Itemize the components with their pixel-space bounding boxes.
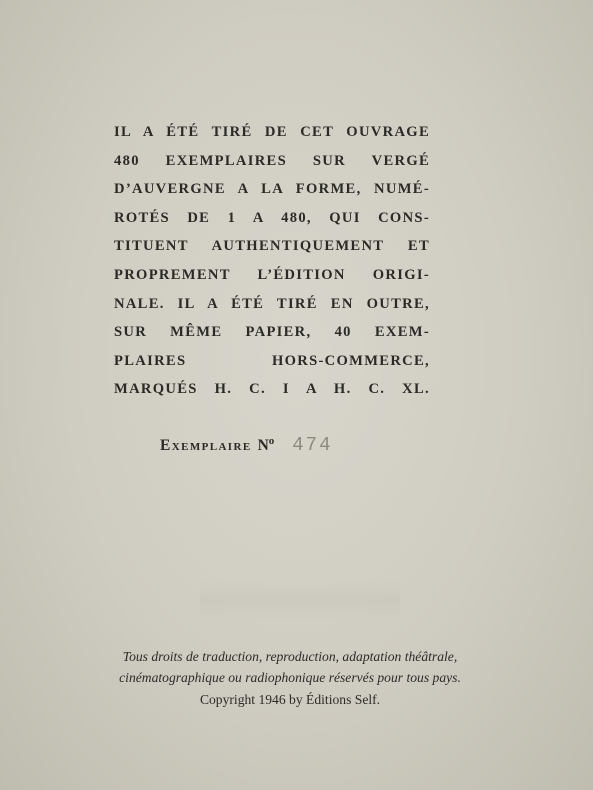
exemplaire-label: Exemplaire bbox=[160, 437, 252, 454]
justification-du-tirage bbox=[114, 118, 430, 404]
rights-line-1: Tous droits de traduction, reproduction, adaptation théâtrale, bbox=[122, 649, 458, 664]
rights-line-2: cinématographique ou radiophonique réservés pour tous pays. bbox=[119, 670, 461, 685]
justification-line-8: SUR MÊME PAPIER, 40 EXEM- bbox=[114, 324, 430, 341]
numero-suffix: o bbox=[268, 434, 275, 447]
exemplaire-number-line bbox=[160, 434, 420, 464]
numero-prefix: N bbox=[257, 437, 269, 454]
justification-line-1: IL A ÉTÉ TIRÉ DE CET OUVRAGE bbox=[114, 124, 430, 140]
show-through-shadow bbox=[200, 580, 400, 620]
rights-notice bbox=[40, 646, 540, 712]
numero-abbreviation bbox=[257, 434, 275, 454]
justification-line-9: PLAIRES HORS-COMMERCE, bbox=[114, 352, 430, 369]
justification-line-2: 480 EXEMPLAIRES SUR VERGÉ bbox=[114, 152, 430, 169]
justification-line-5: TITUENT AUTHENTIQUEMENT ET bbox=[114, 238, 430, 255]
stamped-copy-number: 474 bbox=[292, 434, 333, 456]
justification-line-3: D’AUVERGNE A LA FORME, NUMÉ- bbox=[114, 181, 430, 198]
justification-line-7: NALE. IL A ÉTÉ TIRÉ EN OUTRE, bbox=[114, 295, 430, 312]
justification-line-4: ROTÉS DE 1 A 480, QUI CONS- bbox=[114, 209, 430, 226]
justification-line-6: PROPREMENT L’ÉDITION ORIGI- bbox=[114, 266, 430, 283]
justification-line-10: MARQUÉS H. C. I A H. C. XL. bbox=[114, 381, 430, 398]
copyright-line: Copyright 1946 by Éditions Self. bbox=[199, 692, 381, 707]
